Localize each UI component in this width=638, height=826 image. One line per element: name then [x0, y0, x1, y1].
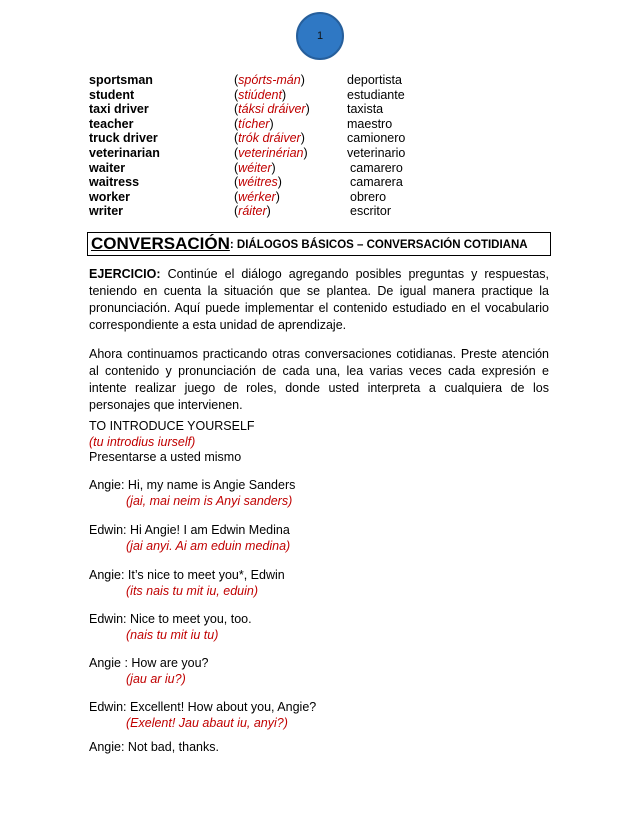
- vocab-row: [89, 102, 559, 117]
- vocab-english: waiter: [89, 160, 126, 175]
- vocab-spanish: camionero: [347, 131, 406, 146]
- dialogue-line: Edwin: Hi Angie! I am Edwin Medina: [89, 523, 290, 537]
- vocabulary-list: [89, 73, 559, 219]
- vocab-pronunciation: (táksi dráiver): [234, 102, 310, 117]
- vocab-pronunciation: (wéiter): [234, 160, 276, 175]
- vocab-english: student: [89, 87, 135, 102]
- vocab-english: sportsman: [89, 73, 153, 87]
- dialogue-entry: [89, 700, 549, 731]
- vocab-english: veterinarian: [89, 145, 160, 160]
- dialogue-line: Angie : How are you?: [89, 656, 209, 670]
- vocab-english: worker: [89, 189, 130, 204]
- vocab-spanish: deportista: [347, 73, 402, 87]
- page-number: 1: [316, 30, 324, 42]
- dialogue-pronunciation: (jai, mai neim is Anyi sanders): [126, 493, 293, 508]
- dialogue-entry: [89, 612, 549, 643]
- intro-paragraph: Ahora continuamos practicando otras conversaciones cotidianas. Preste atención al contenido y pronunciación de cada una, lea varias veces cada expresión e intente realizar juego de roles, donde usted interpreta a cualquiera de los personajes que intervienen.: [89, 347, 549, 412]
- dialogue-entry: [89, 656, 549, 687]
- vocab-row: [89, 73, 559, 88]
- dialogue-pronunciation: (jai anyi. Ai am eduin medina): [126, 538, 291, 553]
- section-translation: Presentarse a usted mismo: [89, 450, 242, 464]
- vocab-row: [89, 88, 559, 103]
- vocab-pronunciation: (wéitres): [234, 175, 282, 190]
- dialogue-entry: [89, 478, 549, 509]
- exercise-paragraph: [89, 266, 549, 334]
- dialogue-pronunciation: (nais tu mit iu tu): [126, 627, 219, 642]
- vocab-pronunciation: (veterinérian): [234, 145, 308, 160]
- vocab-pronunciation: (spórts-mán): [234, 73, 305, 87]
- vocab-spanish: taxista: [347, 102, 384, 117]
- vocab-row: [89, 204, 559, 219]
- vocab-pronunciation: (stiúdent): [234, 87, 287, 102]
- vocab-row: [89, 175, 559, 190]
- vocab-english: writer: [89, 204, 124, 219]
- heading-sub: : DIÁLOGOS BÁSICOS – CONVERSACIÓN COTIDIANA: [229, 239, 528, 251]
- dialogue-entry: [89, 740, 549, 756]
- dialogue-line: Edwin: Nice to meet you, too.: [89, 612, 252, 626]
- vocab-row: [89, 146, 559, 161]
- page-number-badge: [296, 12, 344, 60]
- vocab-spanish: veterinario: [347, 145, 406, 160]
- vocab-english: taxi driver: [89, 102, 149, 117]
- section-pronunciation: (tu introdius iurself): [89, 434, 196, 449]
- vocab-spanish: escritor: [350, 204, 391, 219]
- dialogue-line: Edwin: Excellent! How about you, Angie?: [89, 700, 317, 714]
- section-block: [89, 419, 549, 466]
- vocab-spanish: estudiante: [347, 87, 405, 102]
- vocab-spanish: camarera: [350, 175, 403, 190]
- dialogue-pronunciation: (its nais tu mit iu, eduin): [126, 583, 258, 598]
- vocab-pronunciation: (tícher): [234, 116, 274, 131]
- section-title: TO INTRODUCE YOURSELF: [89, 419, 255, 433]
- dialogue-line: Angie: Not bad, thanks.: [89, 740, 219, 754]
- dialogue-pronunciation: (Exelent! Jau abaut iu, anyi?): [126, 715, 288, 730]
- vocab-spanish: camarero: [350, 160, 403, 175]
- vocab-row: [89, 161, 559, 176]
- heading-main: CONVERSACIÓN: [91, 234, 230, 253]
- dialogue-line: Angie: Hi, my name is Angie Sanders: [89, 478, 296, 492]
- dialogue-entry: [89, 523, 549, 554]
- vocab-row: [89, 117, 559, 132]
- dialogue-line: Angie: It’s nice to meet you*, Edwin: [89, 568, 285, 582]
- vocab-english: waitress: [89, 175, 140, 190]
- exercise-label: EJERCICIO:: [89, 267, 161, 281]
- dialogue-pronunciation: (jau ar iu?): [126, 671, 186, 686]
- exercise-text: Continúe el diálogo agregando posibles preguntas y respuestas, teniendo en cuenta la situación que se plantea. De igual manera practique la pronunciación. Aquí puede implementar el contenido estudiado en el vocabulario correspondiente a esta unidad de aprendizaje.: [89, 267, 549, 332]
- vocab-row: [89, 131, 559, 146]
- vocab-english: truck driver: [89, 131, 158, 146]
- vocab-english: teacher: [89, 116, 134, 131]
- vocab-row: [89, 190, 559, 205]
- section-heading: [87, 232, 551, 256]
- vocab-pronunciation: (wérker): [234, 189, 280, 204]
- vocab-spanish: maestro: [347, 116, 393, 131]
- vocab-pronunciation: (ráiter): [234, 204, 271, 219]
- dialogue-entry: [89, 568, 549, 599]
- vocab-spanish: obrero: [350, 189, 387, 204]
- vocab-pronunciation: (trók dráiver): [234, 131, 305, 146]
